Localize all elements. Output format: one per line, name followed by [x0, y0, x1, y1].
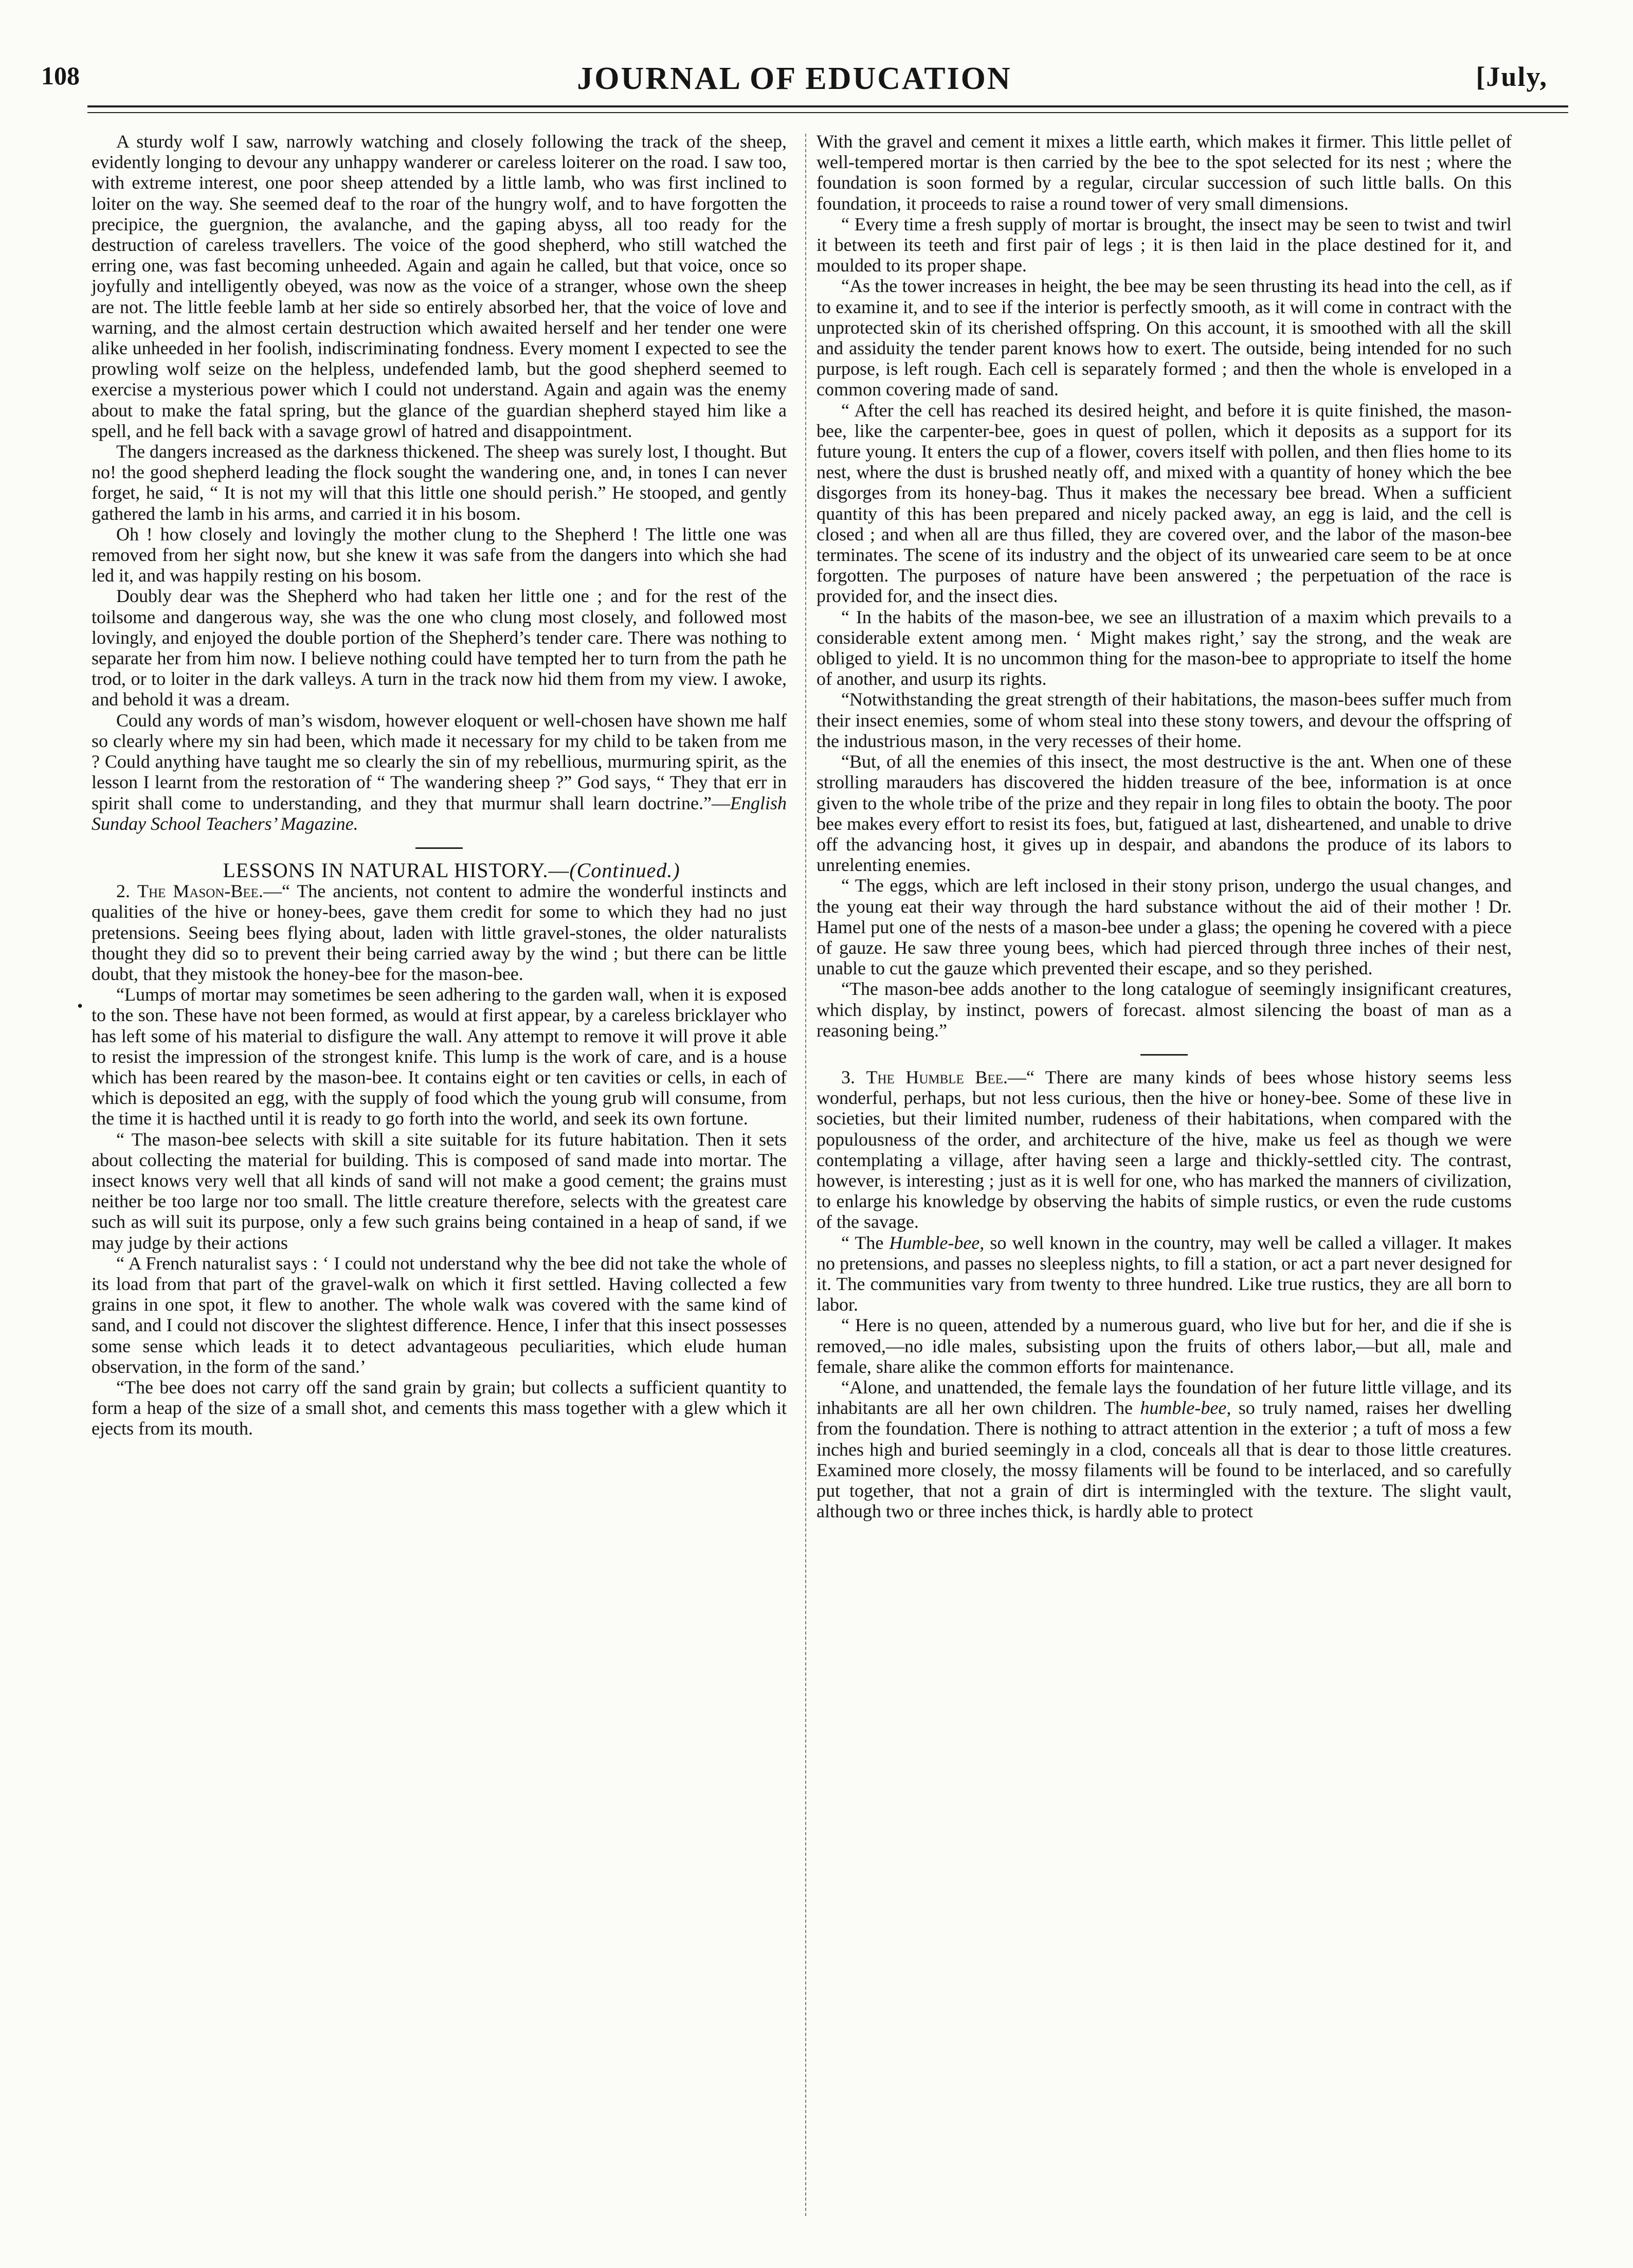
mason-bee-title: The Mason-Bee.: [137, 881, 263, 902]
story-paragraph-final: [92, 710, 787, 834]
humble-bee-text: “Alone, and unattended, the female lays the foundation of her future little village, and its inhabitants are all her own children. The: [816, 1376, 1512, 1419]
humble-bee-intro: —“ There are many kinds of bees whose history seems less wonderful, perhaps, but not less curious, then the hive or honey-bee. Some of these live in societies, but their limited number, rudeness of their habitations, when compared with the populousness of the order, and architecture of the hive, make us feel as though we were contemplating a village, after having seen a large and thickly-settled city. The contrast, however, is interesting ; just as it is well for one, who has marked the manners of civilization, to enlarge his knowledge by observing the habits of simple rustics, or even the rude customs of the savage.: [816, 1066, 1512, 1232]
mason-bee-paragraph: With the gravel and cement it mixes a little earth, which makes it firmer. This little pellet of well-tempered mortar is then carried by the bee to the spot selected for its nest ; where the foundation is soon formed by a regular, circular succession of such little balls. On this foundation, it proceeds to raise a round tower of very small dimensions.: [816, 131, 1512, 214]
header-rule: [87, 105, 1568, 107]
humble-bee-text: so well known in the country, may well be called a villager. It makes no pretensions, and passes no sleepless nights, to fill a station, or act a part never designed for it. The communities vary from twenty to three hundred. Like true rustics, they are all born to labor.: [816, 1232, 1512, 1315]
section-title: LESSONS IN NATURAL HISTORY.—: [223, 858, 570, 882]
mason-bee-paragraph: “ The mason-bee selects with skill a site suitable for its future habitation. Then it sets about collecting the material for building. This is composed of sand made into mortar. The insect knows very well that all kinds of sand will not make a good cement; the grains must neither be too large nor too small. The little creature therefore, selects with the greatest care such as will suit its purpose, only a few such grains being contained in a heap of sand, if we may judge by their actions: [92, 1129, 787, 1253]
humble-bee-term: Humble-bee,: [889, 1232, 985, 1253]
mason-bee-paragraph: “ In the habits of the mason-bee, we see an illustration of a maxim which prevails to a considerable extent among men. ‘ Might makes right,’ say the strong, and the weak are obliged to yield. It is no uncommon thing for the mason-bee to appropriate to itself the home of another, and usurp its rights.: [816, 606, 1512, 690]
mason-bee-intro: —“ The ancients, not content to admire the wonderful instincts and qualities of the hive or honey-bees, gave them credit for some to which they had no just pretensions. Seeing bees flying about, laden with little gravel-stones, the older naturalists thought they did so to prevent their being carried away by the wind ; but there can be little doubt, that they mistook the honey-bee for the mason-bee.: [92, 881, 787, 984]
humble-bee-paragraph: [816, 1232, 1512, 1315]
humble-bee-term: humble-bee,: [1140, 1398, 1231, 1419]
humble-bee-title: The Humble Bee.: [866, 1066, 1008, 1087]
mason-bee-number: 2.: [116, 881, 130, 902]
humble-bee-paragraph: “ Here is no queen, attended by a numerous guard, who live but for her, and die if she is removed,—no idle males, subsisting upon the fruits of others labor,—but all, male and female, share alike the common efforts for maintenance.: [816, 1315, 1512, 1377]
right-column: [816, 131, 1512, 1521]
left-column: [92, 131, 787, 1439]
humble-bee-text: so truly named, raises her dwelling from the foundation. There is nothing to attract attention in the exterior ; a tuft of moss a few inches high and buried seemingly in a clod, conceals all that is dear to those little creatures. Examined more closely, the mossy filaments will be found to be interlaced, and so carefully put together, that not a grain of dirt is intermingled with the texture. The slight vault, although two or three inches thick, is hardly able to protect: [816, 1398, 1512, 1522]
section-divider: [1140, 1054, 1188, 1056]
story-paragraph: A sturdy wolf I saw, narrowly watching and closely following the track of the sheep, evidently longing to devour any unhappy wanderer or careless loiterer on the road. I saw too, with extreme interest, one poor sheep attended by a little lamb, who was first inclined to loiter on the way. She seemed deaf to the roar of the hungry wolf, and to have forgotten the precipice, the guergnion, the avalanche, and the gaping abyss, all too ready for the destruction of careless travellers. The voice of the good shepherd, who still watched the erring one, was fast becoming unheeded. Again and again he called, but that voice, once so joyfully and intelligently obeyed, was now as the voice of a stranger, whose own the sheep are not. The little feeble lamb at her side so entirely absorbed her, that the voice of love and warning, and the almost certain destruction which awaited herself and her tender one were alike unheeded in her foolish, indiscriminating fondness. Every moment I expected to see the prowling wolf seize on the helpless, undefended lamb, but the good shepherd seemed to exercise a mysterious power which I could not understand. Again and again was the enemy about to make the fatal spring, but the glance of the guardian shepherd stayed him like a spell, and he fell back with a savage growl of hatred and disappointment.: [92, 131, 787, 441]
story-paragraph: Oh ! how closely and lovingly the mother clung to the Shepherd ! The little one was removed from her sight now, but she knew it was safe from the dangers into which she had led it, and was happily resting on his bosom.: [92, 523, 787, 586]
humble-bee-text: “ The: [841, 1232, 890, 1253]
margin-mark: •: [77, 996, 83, 1015]
header-rule-thin: [87, 112, 1568, 113]
page-number: 108: [41, 61, 80, 90]
story-paragraph: The dangers increased as the darkness thickened. The sheep was surely lost, I thought. But no! the good shepherd leading the flock sought the wandering one, and, in tones I can never forget, he said, “ It is not my will that this little one should perish.” He stooped, and gently gathered the lamb in his arms, and carried it in his bosom.: [92, 441, 787, 524]
mason-bee-paragraph: “Notwithstanding the great strength of their habitations, the mason-bees suffer much from their insect enemies, some of whom steal into these stony towers, and devour the offspring of the industrious mason, in the very recesses of their home.: [816, 689, 1512, 751]
mason-bee-paragraph: “As the tower increases in height, the bee may be seen thrusting its head into the cell, as if to examine it, and to see if the interior is perfectly smooth, as it will come in contract with the unprotected skin of its cherished offspring. On this account, it is smoothed with all the skill and assiduity the tender parent knows how to exert. The outside, being intended for no such purpose, is left rough. Each cell is separately formed ; and then the whole is enveloped in a common covering made of sand.: [816, 276, 1512, 400]
humble-bee-number: 3.: [841, 1066, 855, 1087]
story-closing-text: Could any words of man’s wisdom, however eloquent or well-chosen have shown me half so clearly where my sin had been, which made it necessary for my child to be taken from me ? Could anything have taught me so clearly the sin of my rebellious, murmuring spirit, as the lesson I learnt from the restoration of “ The wandering sheep ?” God says, “ They that err in spirit shall come to understanding, and they that murmur shall learn doctrine.”—: [92, 710, 787, 813]
section-heading: [92, 860, 787, 881]
story-paragraph: Doubly dear was the Shepherd who had taken her little one ; and for the rest of the toilsome and dangerous way, she was the one who clung most closely, and followed most lovingly, and enjoyed the double portion of the Shepherd’s tender care. There was nothing to separate her from him now. I believe nothing could have tempted her to turn from the path he trod, or to loiter in the dark valleys. A turn in the track now hid them from my view. I awoke, and behold it was a dream.: [92, 586, 787, 710]
source-credit: English Sunday School Teachers’ Magazine.: [92, 792, 787, 834]
mason-bee-paragraph: “ A French naturalist says : ‘ I could not understand why the bee did not take the whole of its load from that part of the gravel-walk on which it first settled. Having collected a few grains in one spot, it flew to another. The whole walk was covered with the same kind of sand, and I could not discover the slightest difference. Hence, I infer that this insect possesses some sense which leads it to detect advantageous peculiarities, which elude human observation, in the form of the sand.’: [92, 1253, 787, 1377]
issue-month: [July,: [1476, 61, 1548, 92]
mason-bee-paragraph: “ After the cell has reached its desired height, and before it is quite finished, the mason-bee, like the carpenter-bee, goes in quest of pollen, which it deposits as a support for its future young. It enters the cup of a flower, covers itself with pollen, and then flies home to its nest, where the dust is brushed neatly off, and mixed with a quantity of honey which the bee disgorges from its honey-bag. Thus it makes the necessary bee bread. When a sufficient quantity of this has been prepared and nicely packed away, an egg is laid, and the cell is closed ; and when all are thus filled, they are covered over, and the labor of the mason-bee terminates. The scene of its industry and the object of its unwearied care seem to be at once forgotten. The purposes of nature have been answered ; the perpetuation of the race is provided for, and the insect dies.: [816, 400, 1512, 607]
mason-bee-paragraph: “ The eggs, which are left inclosed in their stony prison, undergo the usual changes, and the young eat their way through the hard substance without the aid of their mother ! Dr. Hamel put one of the nests of a mason-bee under a glass; the opening he covered with a piece of gauze. He saw three young bees, which had pierced through three inches of their nest, unable to cut the gauze which prevented their escape, and so they perished.: [816, 875, 1512, 979]
column-divider: [805, 134, 806, 2216]
section-divider: [415, 847, 463, 849]
journal-title: JOURNAL OF EDUCATION: [577, 61, 1012, 96]
mason-bee-paragraph: “Lumps of mortar may sometimes be seen adhering to the garden wall, when it is exposed to the son. These have not been formed, as would at first appear, by a careless bricklayer who has left some of his material to disfigure the wall. Any attempt to remove it will prove it able to resist the impression of the strongest knife. This lump is the work of care, and is a house which has been reared by the mason-bee. It contains eight or ten cavities or cells, in each of which is deposited an egg, with the supply of food which the young grub will consume, from the time it is hacthed until it is ready to go forth into the world, and seek its own fortune.: [92, 984, 787, 1129]
section-title-note: (Continued.): [569, 858, 680, 882]
humble-bee-paragraph: [816, 1067, 1512, 1232]
mason-bee-paragraph: “But, of all the enemies of this insect, the most destructive is the ant. When one of these strolling marauders has discovered the hidden treasure of the bee, information is at once given to the whole tribe of the prize and they repair in long files to obtain the booty. The poor bee makes every effort to resist its foes, but, fatigued at last, disheartened, and unable to drive off the advancing host, it gives up in despair, and abandons the produce of its labors to unrelenting enemies.: [816, 751, 1512, 876]
mason-bee-paragraph: “The bee does not carry off the sand grain by grain; but collects a sufficient quantity to form a heap of the size of a small shot, and cements this mass together with a glew which it ejects from its mouth.: [92, 1376, 787, 1439]
mason-bee-paragraph: “The mason-bee adds another to the long catalogue of seemingly insignificant creatures, which display, by instinct, powers of forecast. almost silencing the boast of man as a reasoning being.”: [816, 978, 1512, 1041]
mason-bee-paragraph: “ Every time a fresh supply of mortar is brought, the insect may be seen to twist and twirl it between its teeth and first pair of legs ; it is then laid in the place destined for it, and moulded to its proper shape.: [816, 213, 1512, 276]
running-header: [41, 61, 1548, 107]
mason-bee-paragraph: [92, 881, 787, 984]
humble-bee-paragraph: [816, 1377, 1512, 1521]
